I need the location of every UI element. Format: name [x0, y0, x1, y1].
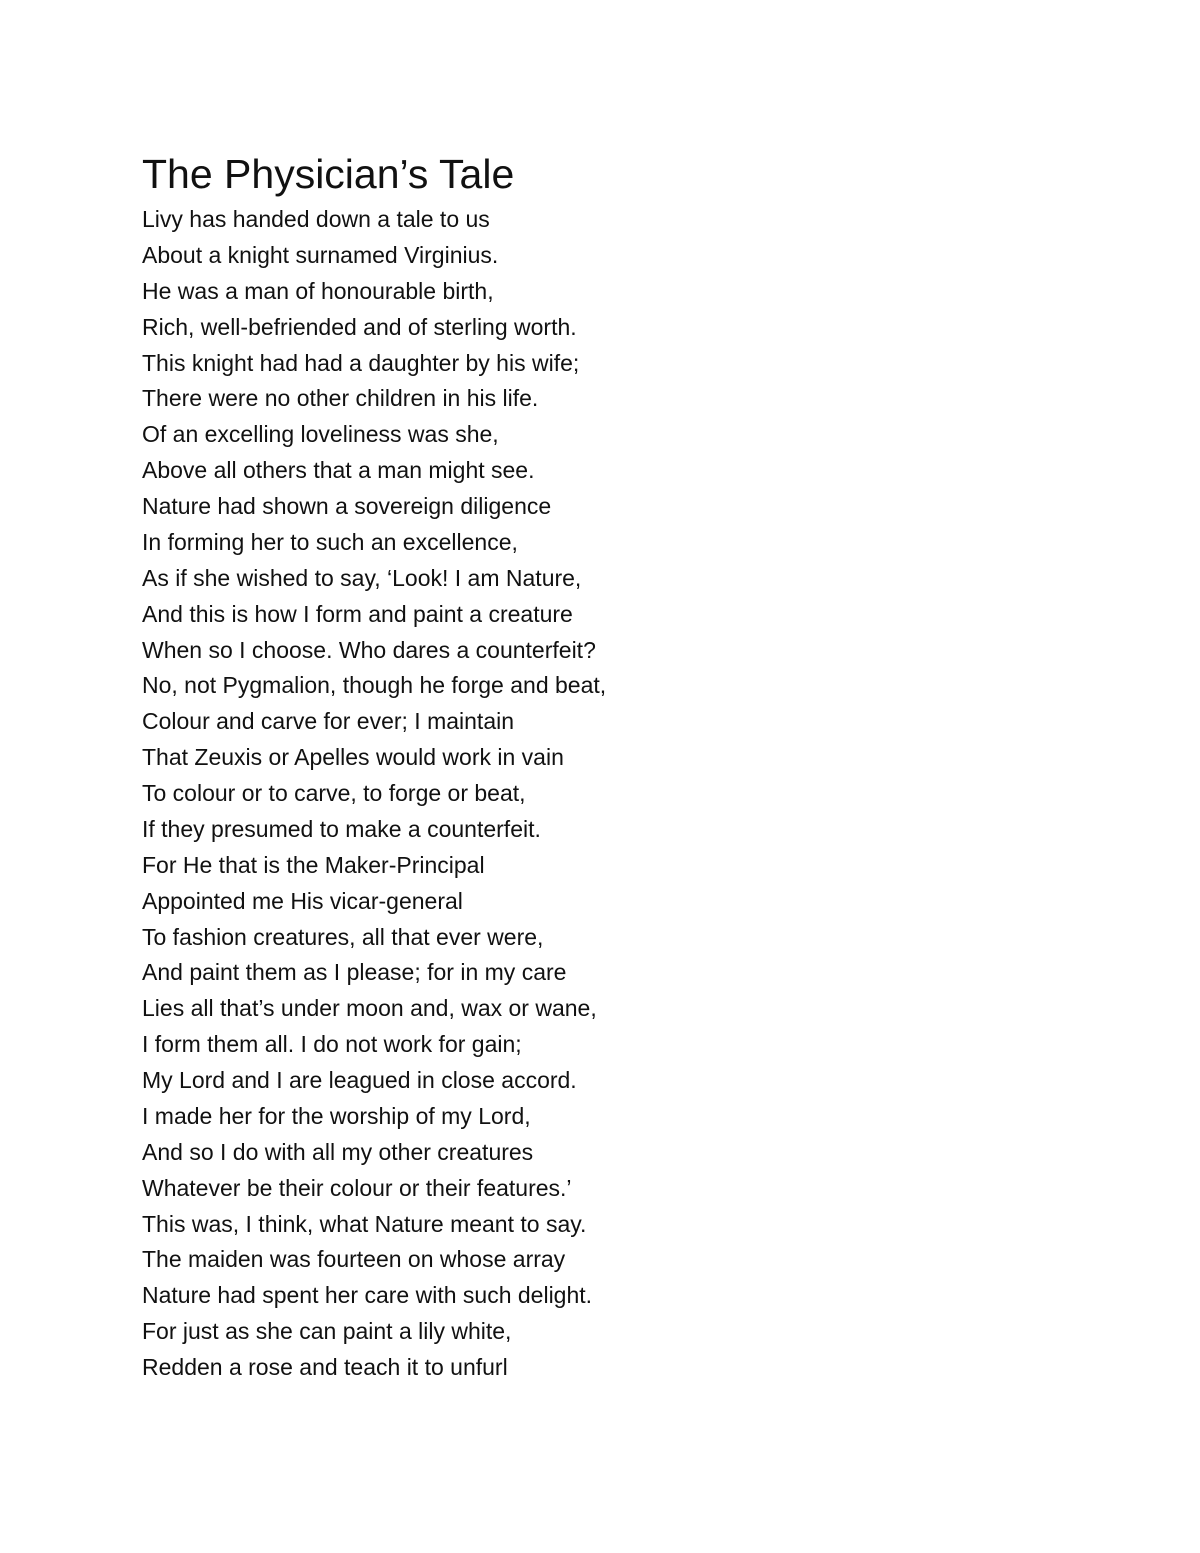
poem-line: And so I do with all my other creatures [142, 1138, 534, 1165]
poem-line: I made her for the worship of my Lord, [142, 1102, 531, 1129]
poem-line: Livy has handed down a tale to us [142, 206, 490, 232]
poem-text [142, 202, 606, 1386]
poem-line: In forming her to such an excellence, [142, 528, 518, 555]
poem-line: Nature had shown a sovereign diligence [142, 493, 552, 519]
poem-line: If they presumed to make a counterfeit. [142, 815, 541, 842]
poem-line: My Lord and I are leagued in close accord. [142, 1067, 577, 1093]
poem-line: And paint them as I please; for in my care [142, 959, 567, 986]
poem-line: No, not Pygmalion, though he forge and beat, [142, 672, 607, 699]
poem-line: That Zeuxis or Apelles would work in vain [142, 744, 564, 771]
poem-line: Of an excelling loveliness was she, [142, 421, 499, 448]
poem-line: And this is how I form and paint a creature [142, 600, 573, 627]
poem-line: Appointed me His vicar-general [142, 887, 463, 914]
poem-line: I form them all. I do not work for gain; [142, 1031, 522, 1058]
document-title: The Physician’s Tale [142, 151, 515, 197]
poem-line: Rich, well-befriended and of sterling worth. [142, 313, 577, 340]
poem-line: Redden a rose and teach it to unfurl [142, 1354, 508, 1380]
poem-line: For He that is the Maker-Principal [142, 851, 485, 878]
poem-line: Whatever be their colour or their features.’ [142, 1174, 572, 1201]
poem-line: The maiden was fourteen on whose array [142, 1246, 566, 1273]
poem-line: Lies all that’s under moon and, wax or wane, [142, 995, 597, 1022]
poem-line: For just as she can paint a lily white, [142, 1318, 512, 1345]
poem-line: There were no other children in his life. [142, 385, 539, 412]
poem-line: About a knight surnamed Virginius. [142, 241, 499, 268]
poem-line: Nature had spent her care with such delight. [142, 1282, 593, 1309]
poem-line: This was, I think, what Nature meant to say. [142, 1210, 587, 1237]
poem-line: Above all others that a man might see. [142, 457, 535, 484]
poem-line: To colour or to carve, to forge or beat, [142, 780, 526, 806]
poem-line: This knight had had a daughter by his wife; [142, 349, 580, 376]
poem-line: When so I choose. Who dares a counterfeit? [142, 636, 596, 663]
poem-line: To fashion creatures, all that ever were, [142, 923, 544, 950]
poem-line: As if she wished to say, ‘Look! I am Nature, [142, 564, 582, 591]
poem-line: He was a man of honourable birth, [142, 277, 494, 304]
poem-line: Colour and carve for ever; I maintain [142, 708, 515, 735]
